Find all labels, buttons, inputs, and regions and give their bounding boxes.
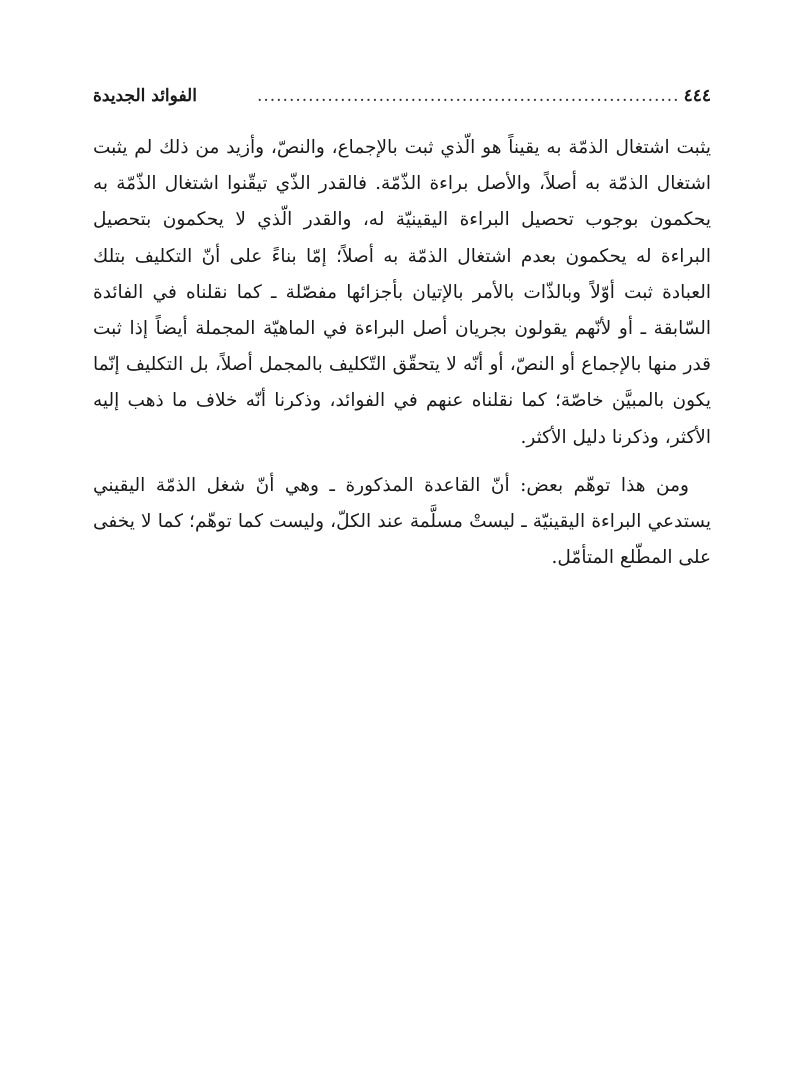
body-paragraph-1: يثبت اشتغال الذمّة به يقيناً هو الّذي ثبت بالإجماع، والنصّ، وأزيد من ذلك لم يثبت اشتغال الذمّة به أصلاً، والأصل براءة الذّمّة. فالقدر الذّي تيقّنوا اشتغال الذّمّة به يحكمون بوجوب تحصيل البراءة اليقينيّة له، والقدر الّذي لا يحكمون بتحصيل البراءة له يحكمون بعدم اشتغال الذمّة به أصلاً؛ إمّا بناءً على أنّ التكليف بتلك العبادة ثبت أوّلاً وبالذّات بالأمر بالإتيان بأجزائها مفصّلة ـ كما نقلناه في الفائدة السّابقة ـ أو لأنّهم يقولون بجريان أصل البراءة في الماهيّة المجملة أيضاً إذا ثبت قدر منها بالإجماع أو النصّ، أو أنّه لا يتحقّق التّكليف بالمجمل أصلاً، بل التكليف إنّما يكون بالمبيَّن خاصّة؛ كما نقلناه عنهم في الفوائد، وذكرنا أنّه خلاف ما ذهب إليه الأكثر، وذكرنا دليل الأكثر.	[93, 137, 711, 448]
dot-leader: ..................................................................	[256, 86, 680, 106]
book-page	[93, 86, 711, 576]
page-number: ٤٤٤	[683, 86, 711, 106]
body-paragraph-2: ومن هذا توهّم بعض: أنّ القاعدة المذكورة ـ وهي أنّ شغل الذمّة اليقيني يستدعي البراءة اليقينيّة ـ ليستْ مسلَّمة عند الكلّ، وليست كما توهّم؛ كما لا يخفى على المطّلع المتأمّل.	[93, 474, 711, 569]
running-header	[93, 86, 711, 114]
running-title: الفوائد الجديدة	[93, 86, 197, 106]
